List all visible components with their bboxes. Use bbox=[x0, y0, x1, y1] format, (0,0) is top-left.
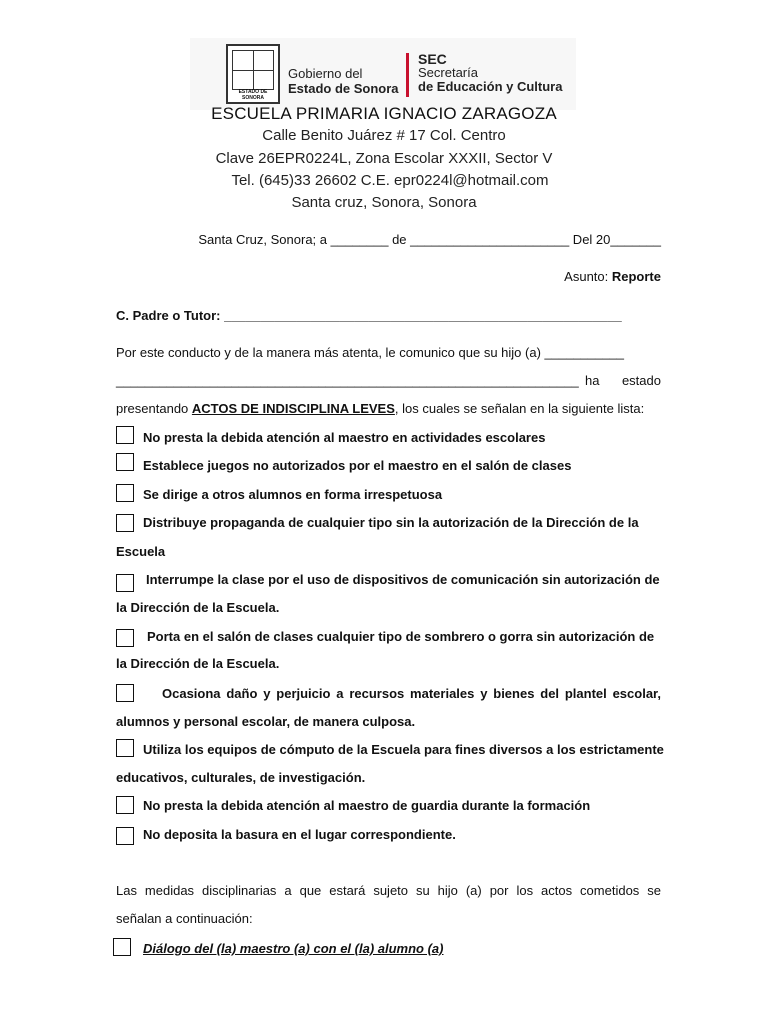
item-5-text-cont: la Dirección de la Escuela. bbox=[116, 600, 280, 615]
state-seal bbox=[226, 44, 280, 104]
government-logo-text bbox=[288, 66, 399, 96]
item-7-text-cont: alumnos y personal escolar, de manera culposa. bbox=[116, 714, 416, 729]
school-city: Santa cruz, Sonora, Sonora bbox=[291, 194, 477, 211]
item-7-text: Ocasiona daño y perjuicio a recursos materiales y bienes del plantel escolar, bbox=[162, 686, 661, 701]
item-4-text-cont: Escuela bbox=[116, 544, 166, 559]
recipient-line: C. Padre o Tutor: _______________________________________________________ bbox=[116, 308, 622, 323]
item-1-checkbox[interactable] bbox=[116, 426, 134, 444]
child-name-blank: ________________________________________________________________ bbox=[116, 373, 579, 388]
item-2-text: Establece juegos no autorizados por el maestro en el salón de clases bbox=[143, 458, 572, 473]
item-8-checkbox[interactable] bbox=[116, 739, 134, 757]
gov-line-2: Estado de Sonora bbox=[288, 81, 399, 96]
school-clave: Clave 26EPR0224L, Zona Escolar XXXII, Sector V bbox=[215, 150, 553, 167]
item-10-checkbox[interactable] bbox=[116, 827, 134, 845]
intro-line-3-post: , los cuales se señalan en la siguiente lista: bbox=[394, 401, 645, 416]
subject-line bbox=[400, 269, 661, 284]
item-5-text: Interrumpe la clase por el uso de dispositivos de comunicación sin autorización de bbox=[146, 572, 660, 587]
item-7-checkbox[interactable] bbox=[116, 684, 134, 702]
item-9-text: No presta la debida atención al maestro de guardia durante la formación bbox=[143, 798, 591, 813]
item-3-text: Se dirige a otros alumnos en forma irrespetuosa bbox=[143, 487, 443, 502]
intro-line-2 bbox=[116, 373, 661, 391]
item-8-text-cont: educativos, culturales, de investigación. bbox=[116, 770, 366, 785]
item-6-text: Porta en el salón de clases cualquier tipo de sombrero o gorra sin autorización de bbox=[147, 629, 655, 644]
subject-label: Asunto: bbox=[564, 269, 612, 284]
date-line: Santa Cruz, Sonora; a ________ de ______________________ Del 20_______ bbox=[198, 232, 661, 247]
seal-caption: ESTADO DE SONORA bbox=[238, 89, 268, 101]
item-10-text: No deposita la basura en el lugar correspondiente. bbox=[143, 827, 456, 842]
sec-line-2: de Educación y Cultura bbox=[418, 79, 563, 94]
school-name: ESCUELA PRIMARIA IGNACIO ZARAGOZA bbox=[211, 104, 557, 123]
item-6-checkbox[interactable] bbox=[116, 629, 134, 647]
acts-label: ACTOS DE INDISCIPLINA LEVES bbox=[191, 401, 395, 416]
measures-line-2: señalan a continuación: bbox=[116, 911, 253, 926]
item-4-text: Distribuye propaganda de cualquier tipo sin la autorización de la Dirección de la bbox=[143, 515, 639, 530]
intro-estado: estado bbox=[621, 373, 661, 388]
item-2-checkbox[interactable] bbox=[116, 453, 134, 471]
measure-1-checkbox[interactable] bbox=[113, 938, 131, 956]
sec-logo-text bbox=[418, 52, 562, 94]
measure-1-text: Diálogo del (la) maestro (a) con el (la) alumno (a) bbox=[143, 941, 444, 956]
gov-line-1: Gobierno del bbox=[288, 66, 363, 81]
sec-abbr: SEC bbox=[418, 51, 447, 67]
intro-line-1: Por este conducto y de la manera más atenta, le comunico que su hijo (a) ___________ bbox=[116, 345, 625, 360]
intro-ha: ha bbox=[585, 373, 600, 388]
intro-line-3-pre: presentando bbox=[116, 401, 192, 416]
sec-line-1: Secretaría bbox=[418, 65, 478, 80]
item-5-checkbox[interactable] bbox=[116, 574, 134, 592]
school-address: Calle Benito Juárez # 17 Col. Centro bbox=[262, 127, 506, 144]
intro-line-3 bbox=[116, 401, 644, 416]
item-8-text: Utiliza los equipos de cómputo de la Escuela para fines diversos a los estrictamente bbox=[143, 742, 664, 757]
item-3-checkbox[interactable] bbox=[116, 484, 134, 502]
subject-value: Reporte bbox=[611, 269, 661, 284]
item-6-text-cont: la Dirección de la Escuela. bbox=[116, 656, 280, 671]
measures-line-1: Las medidas disciplinarias a que estará sujeto su hijo (a) por los actos cometidos se bbox=[116, 883, 661, 898]
sec-divider bbox=[406, 53, 409, 97]
school-contact: Tel. (645)33 26602 C.E. epr0224l@hotmail.com bbox=[231, 172, 549, 189]
item-9-checkbox[interactable] bbox=[116, 796, 134, 814]
item-4-checkbox[interactable] bbox=[116, 514, 134, 532]
seal-shield-icon bbox=[232, 50, 274, 90]
item-1-text: No presta la debida atención al maestro en actividades escolares bbox=[143, 430, 546, 445]
